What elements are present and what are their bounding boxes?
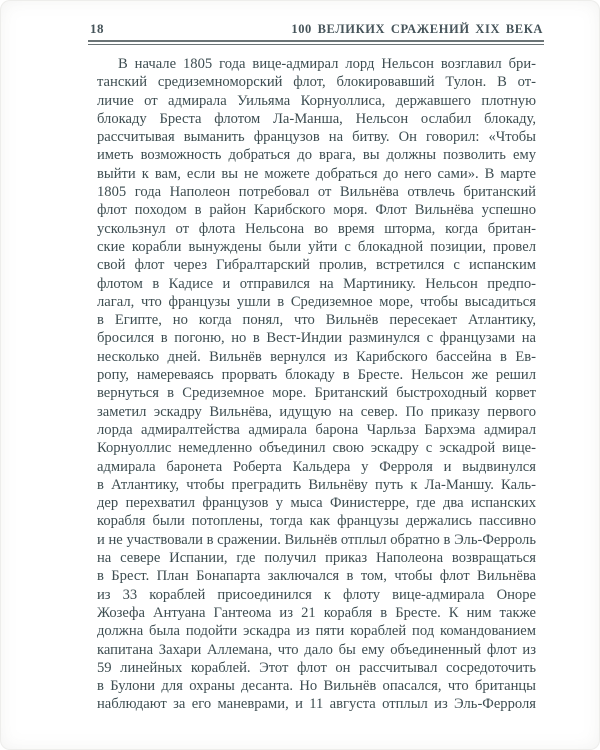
text-line: ские корабли вынуждены были уйти с блокадной позиции, провел (97, 238, 536, 255)
header-rule (88, 40, 544, 45)
text-line: капитана Захари Аллемана, что дало бы ему объединенный флот из (97, 641, 536, 658)
text-line: в Египте, но когда понял, что Вильнёв пересекает Атлантику, (97, 312, 536, 329)
text-line: 59 линейных кораблей. Этот флот он рассчитывал сосредоточить (97, 659, 536, 676)
text-line: ропу, намереваясь прорвать блокаду в Бресте. Нельсон же решил (97, 367, 536, 384)
text-line: на севере Испании, где получил приказ Наполеона возвращаться (97, 550, 536, 567)
text-line: несколько дней. Вильнёв вернулся из Карибского бассейна в Ев- (97, 348, 536, 365)
text-line: в Булони для охраны десанта. Но Вильнёв опасался, что британцы (97, 678, 536, 695)
running-title: 100 ВЕЛИКИХ СРАЖЕНИЙ XIX ВЕКА (291, 22, 543, 36)
text-line: в Атлантику, чтобы преградить Вильнёву путь к Ла-Маншу. Каль- (97, 476, 536, 493)
text-line: дер перехватил французов у мыса Финистерре, где два испанских (97, 495, 536, 512)
text-line: иметь возможность добраться до врага, вы должны позволить ему (97, 147, 536, 164)
text-line: вернуться в Средиземное море. Британский быстроходный корвет (97, 385, 536, 402)
text-line: флот походом в район Карибского моря. Флот Вильнёва успешно (97, 202, 536, 219)
text-line: должна была подойти эскадра из пяти кораблей под командованием (97, 623, 536, 640)
text-line: в Брест. План Бонапарта заключался в том, чтобы флот Вильнёва (97, 568, 536, 585)
text-line: блокаду Бреста флотом Ла-Манша, Нельсон ослабил блокаду, (97, 110, 536, 127)
text-line: бросился в погоню, но в Вест-Индии разминулся с французами на (97, 330, 536, 347)
text-line: выйти к вам, если вы не можете добраться до него сами». В марте (97, 165, 536, 182)
text-line: Жозефа Антуана Гантеома из 21 корабля в Бресте. К ним также (97, 604, 536, 621)
text-line: лорда адмиралтейства адмирала барона Чарльза Бархэма адмирал (97, 421, 536, 438)
text-line: рассчитывая выманить французов на битву. Он говорил: «Чтобы (97, 129, 536, 146)
body-text (97, 55, 536, 714)
text-line: свой флот через Гибралтарский пролив, встретился с испанским (97, 257, 536, 274)
text-line: танский средиземноморский флот, блокировавший Тулон. В от- (97, 74, 536, 91)
text-line: адмирала баронета Роберта Кальдера у Ферроля и выдвинулся (97, 458, 536, 475)
text-line: корабля были потоплены, тогда как французы держались пассивно (97, 513, 536, 530)
text-line: и не участвовали в сражении. Вильнёв отплыл обратно в Эль-Ферроль (97, 531, 536, 548)
text-line: В начале 1805 года вице-адмирал лорд Нельсон возглавил бри- (118, 56, 536, 72)
text-line: 1805 года Наполеон потребовал от Вильнёва отвлечь британский (97, 184, 536, 201)
text-line: заметил эскадру Вильнёва, идущую на север. По приказу первого (97, 403, 536, 420)
page-header (90, 21, 543, 37)
text-line: флотом в Кадисе и отправился на Мартинику. Нельсон предпо- (97, 275, 536, 292)
text-line: из 33 кораблей присоединился к флоту вице-адмирала Оноре (97, 586, 536, 603)
text-line: лагал, что французы ушли в Средиземное море, чтобы высадиться (97, 293, 536, 310)
text-line: ускользнул от флота Нельсона во время шторма, когда британ- (97, 220, 536, 237)
text-line: Корнуоллис немедленно объединил свою эскадру с эскадрой вице- (97, 440, 536, 457)
text-line: наблюдают за его маневрами, и 11 августа отплыл из Эль-Ферроля (97, 696, 536, 713)
text-line: личие от адмирала Уильяма Корнуоллиса, державшего плотную (97, 92, 536, 109)
page-number: 18 (90, 21, 104, 36)
